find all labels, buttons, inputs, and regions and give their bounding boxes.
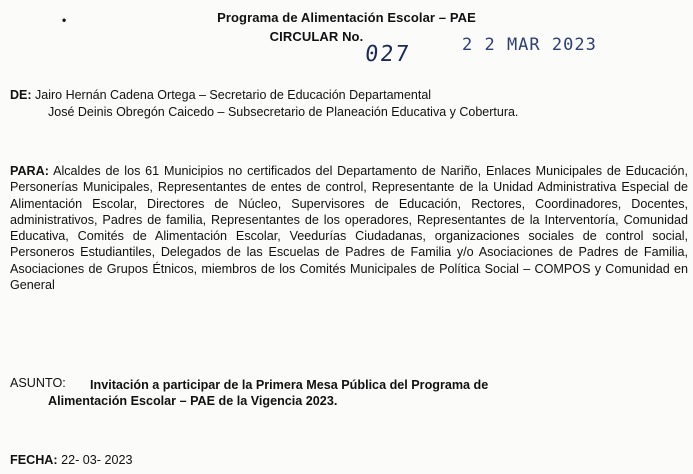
fecha-line bbox=[10, 453, 133, 467]
asunto-line-2: Alimentación Escolar – PAE de la Vigencia 2023. bbox=[48, 394, 338, 408]
circular-number-handwritten: 027 bbox=[363, 42, 413, 67]
program-title: Programa de Alimentación Escolar – PAE bbox=[217, 10, 476, 25]
para-recipients: Alcaldes de los 61 Municipios no certificados del Departamento de Nariño, Enlaces Municipales de Educación, Personerías Municipales, Representantes de entes de control, Representante de la Unidad Administrativa Especial de Alimentación Escolar, Directores de Núcleo, Supervisores de Educación, Rectores, Coordinadores, Docentes, administrativos, Padres de familia, Representantes de los operadores, Representantes de la Interventoría, Comunidad Educativa, Comités de Alimentación Escolar, Veedurías Ciudadanas, organizaciones sociales de control social, Personeros Estudiantiles, Delegados de las Escuelas de Padres de Familia y/o Asociaciones de Padres de Familia, Asociaciones de Grupos Étnicos, miembros de los Comités Municipales de Política Social – COMPOS y Comunidad en General bbox=[10, 164, 688, 293]
fecha-label: FECHA: bbox=[10, 453, 58, 467]
fecha-value: 22- 03- 2023 bbox=[61, 453, 133, 467]
asunto-label: ASUNTO: bbox=[10, 376, 66, 390]
para-block bbox=[10, 163, 688, 293]
de-label: DE: bbox=[10, 88, 32, 102]
circular-label: CIRCULAR No. bbox=[269, 29, 364, 44]
para-label: PARA: bbox=[10, 164, 49, 178]
de-line-1 bbox=[10, 87, 431, 104]
bullet-mark: • bbox=[62, 13, 67, 27]
asunto-line-1: Invitación a participar de la Primera Mesa Pública del Programa de bbox=[90, 378, 489, 392]
de-sender-2: José Deinis Obregón Caicedo – Subsecretario de Planeación Educativa y Cobertura. bbox=[48, 105, 519, 119]
date-stamp: 2 2 MAR 2023 bbox=[462, 35, 597, 55]
de-sender-1: Jairo Hernán Cadena Ortega – Secretario de Educación Departamental bbox=[35, 88, 432, 102]
